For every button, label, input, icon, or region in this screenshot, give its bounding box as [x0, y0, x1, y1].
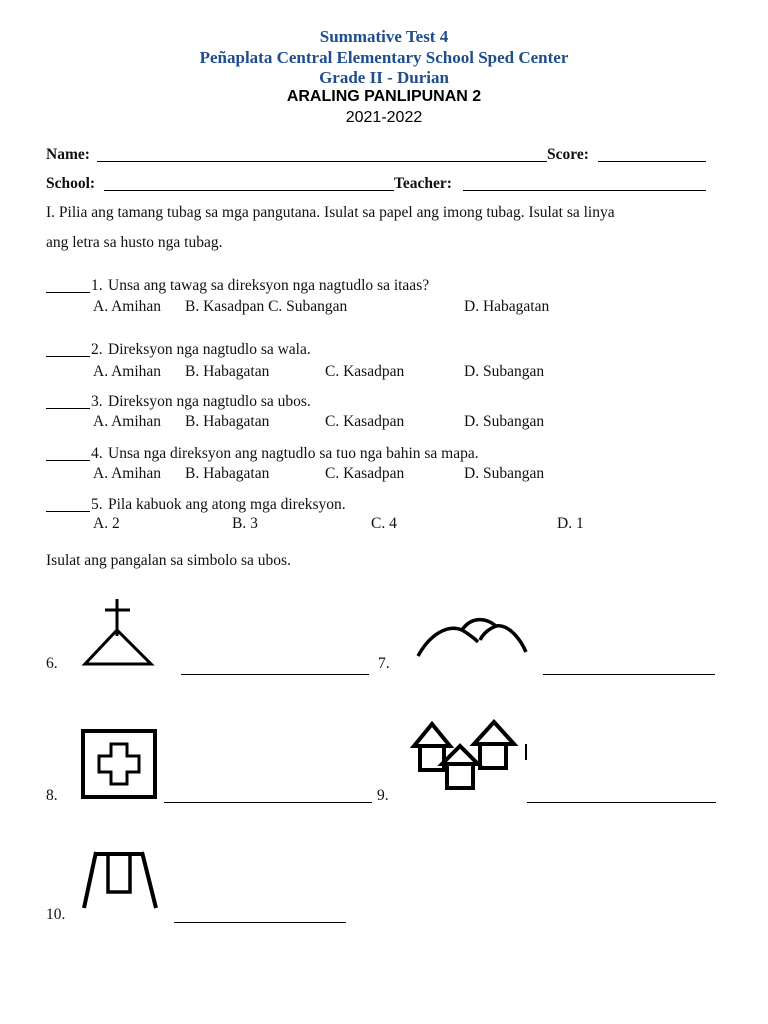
answer-line-2[interactable] — [46, 356, 90, 357]
q5-choice-a: A. 2 — [93, 515, 120, 532]
q3-choice-d: D. Subangan — [464, 413, 545, 430]
q4-choice-d: D. Subangan — [464, 465, 545, 482]
answer-line-5[interactable] — [46, 511, 90, 512]
q4-choice-a: A. Amihan — [93, 465, 162, 482]
answer-line-8[interactable] — [164, 802, 372, 803]
question-3-number: 3. — [91, 393, 103, 410]
q1-choice-b: B. Kasadpan C. Subangan — [185, 298, 348, 315]
answer-line-10[interactable] — [174, 922, 346, 923]
teacher-label: Teacher: — [394, 175, 452, 192]
name-line[interactable] — [97, 161, 547, 162]
question-4-number: 4. — [91, 445, 103, 462]
q5-choice-b: B. 3 — [232, 515, 258, 532]
question-1-number: 1. — [91, 277, 103, 294]
test-title: Summative Test 4 — [319, 27, 449, 46]
section-2-instruction: Isulat ang pangalan sa simbolo sa ubos. — [46, 552, 291, 569]
question-2-number: 2. — [91, 341, 103, 358]
item-9-number: 9. — [377, 787, 389, 804]
q3-choice-a: A. Amihan — [93, 413, 162, 430]
school-year: 2021-2022 — [345, 109, 423, 126]
answer-line-6[interactable] — [181, 674, 369, 675]
q3-choice-c: C. Kasadpan — [325, 413, 405, 430]
q1-choice-d: D. Habagatan — [464, 298, 550, 315]
q2-choice-d: D. Subangan — [464, 363, 545, 380]
item-10-number: 10. — [46, 906, 66, 923]
score-label: Score: — [547, 146, 589, 163]
q4-choice-c: C. Kasadpan — [325, 465, 405, 482]
mountains-symbol-icon — [416, 612, 528, 658]
q2-choice-c: C. Kasadpan — [325, 363, 405, 380]
subject-title: ARALING PANLIPUNAN 2 — [286, 88, 482, 105]
school-label: School: — [46, 175, 96, 192]
hospital-symbol-icon — [80, 728, 160, 800]
answer-line-3[interactable] — [46, 408, 90, 409]
question-5-number: 5. — [91, 496, 103, 513]
town-symbol-icon — [410, 716, 530, 792]
church-symbol-icon — [76, 596, 156, 668]
question-5-text: Pila kabuok ang atong mga direksyon. — [108, 496, 346, 513]
q2-choice-b: B. Habagatan — [185, 363, 270, 380]
q4-choice-b: B. Habagatan — [185, 465, 270, 482]
playground-symbol-icon — [80, 848, 160, 912]
q5-choice-d: D. 1 — [557, 515, 584, 532]
answer-line-4[interactable] — [46, 460, 90, 461]
name-label: Name: — [46, 146, 90, 163]
answer-line-9[interactable] — [527, 802, 716, 803]
instructions-line2: ang letra sa husto nga tubag. — [46, 234, 223, 251]
question-1-text: Unsa ang tawag sa direksyon nga nagtudlo sa itaas? — [108, 277, 430, 294]
answer-line-7[interactable] — [543, 674, 715, 675]
question-2-text: Direksyon nga nagtudlo sa wala. — [108, 341, 311, 358]
item-8-number: 8. — [46, 787, 58, 804]
school-line[interactable] — [104, 190, 394, 191]
instructions-line1: I. Pilia ang tamang tubag sa mga pangutana. Isulat sa papel ang imong tubag. Isulat sa linya — [46, 204, 615, 221]
q3-choice-b: B. Habagatan — [185, 413, 270, 430]
answer-line-1[interactable] — [46, 292, 90, 293]
teacher-line[interactable] — [463, 190, 706, 191]
q5-choice-c: C. 4 — [371, 515, 397, 532]
school-name: Peñaplata Central Elementary School Sped Center — [199, 48, 569, 67]
question-3-text: Direksyon nga nagtudlo sa ubos. — [108, 393, 311, 410]
item-6-number: 6. — [46, 655, 58, 672]
item-7-number: 7. — [378, 655, 390, 672]
question-4-text: Unsa nga direksyon ang nagtudlo sa tuo nga bahin sa mapa. — [108, 445, 479, 462]
grade-section: Grade II - Durian — [319, 68, 449, 87]
q2-choice-a: A. Amihan — [93, 363, 162, 380]
score-line[interactable] — [598, 161, 706, 162]
q1-choice-a: A. Amihan — [93, 298, 162, 315]
